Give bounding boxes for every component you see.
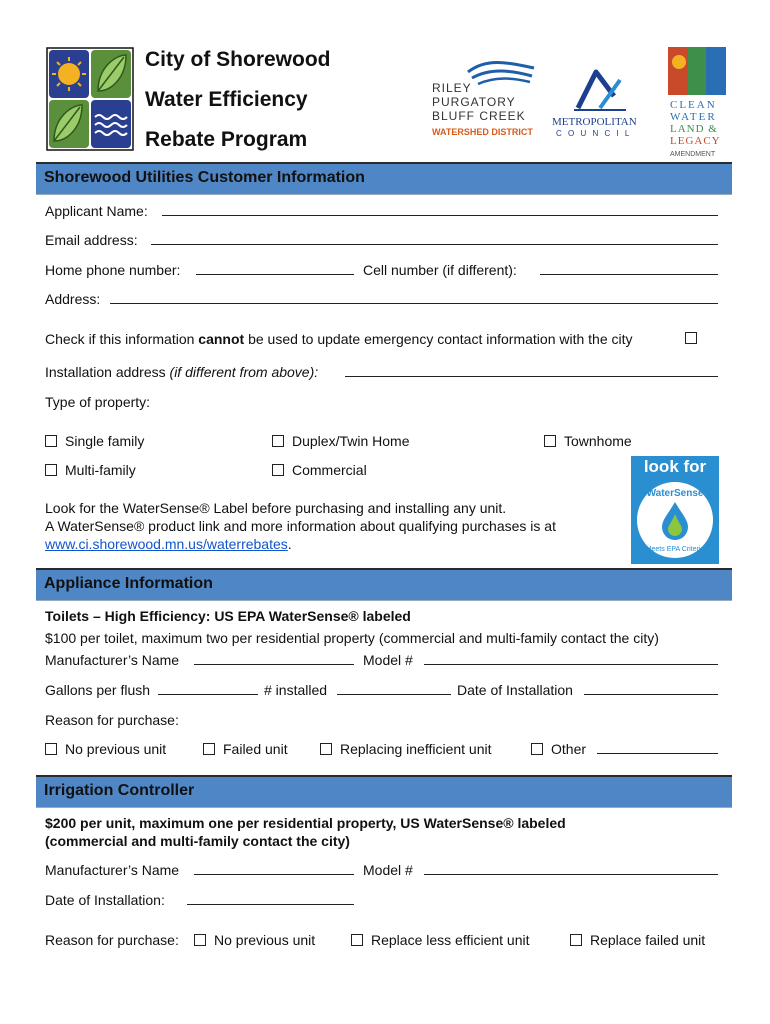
section-appliance-information [36,568,732,601]
installed-field[interactable] [337,694,451,695]
option-label: Multi-family [65,462,136,478]
metro-line-2: C O U N C I L [556,129,632,138]
badge-top: look for [643,457,707,476]
title-line-2: Water Efficiency [145,88,308,111]
option-label: Replace failed unit [590,932,706,948]
irrigation-reason-replace-less[interactable] [351,932,530,948]
badge-bottom: Meets EPA Criteria [645,546,705,553]
checkbox[interactable] [45,743,57,755]
irrigation-reason-replace-failed[interactable] [570,932,705,948]
riley-line-1: RILEY [432,81,472,95]
option-label: Failed unit [223,741,288,757]
option-label: Other [551,741,587,757]
email-field[interactable] [151,244,718,245]
toilet-date-label: Date of Installation [457,682,573,698]
check-text-post: be used to update emergency contact information with the city [244,331,633,347]
applicant-name-field[interactable] [162,215,718,216]
home-phone-field[interactable] [196,274,354,275]
checkbox[interactable] [203,743,215,755]
section-heading: Irrigation Controller [44,782,195,799]
checkbox[interactable] [272,464,284,476]
property-commercial[interactable] [272,462,367,478]
toilet-reason-failed[interactable] [203,741,288,757]
property-townhome[interactable] [544,433,632,449]
section-customer-information [36,162,732,195]
clean-line-4: LEGACY [670,135,721,147]
checkbox[interactable] [272,435,284,447]
badge-word: WaterSense [646,488,704,499]
checkbox[interactable] [351,934,363,946]
email-label: Email address: [45,232,138,248]
title-line-1: City of Shorewood [145,48,331,71]
gallons-label: Gallons per flush [45,682,151,698]
section-heading: Appliance Information [44,575,213,592]
property-multi-family[interactable] [45,462,136,478]
irrigation-manufacturer-label: Manufacturer’s Name [45,862,180,878]
property-type-label: Type of property: [45,394,151,410]
checkbox[interactable] [531,743,543,755]
option-label: No previous unit [214,932,316,948]
address-label: Address: [45,291,101,307]
toilets-title: Toilets – High Efficiency: US EPA WaterSense® labeled [45,608,411,624]
clean-line-3: LAND & [670,123,718,135]
applicant-name-label: Applicant Name: [45,203,148,219]
install-italic: (if different from above): [169,364,319,380]
riley-line-4: WATERSHED DISTRICT [432,127,533,137]
toilet-manufacturer-label: Manufacturer’s Name [45,652,180,668]
metro-line-1: METROPOLITAN [552,116,637,128]
clean-line-5: AMENDMENT [670,151,716,158]
toilet-reason-replacing[interactable] [320,741,492,757]
installation-address-label [45,364,318,380]
option-label: Single family [65,433,145,449]
toilet-reason-other[interactable] [531,741,586,757]
check-text-pre: Check if this information [45,331,199,347]
toilet-manufacturer-field[interactable] [194,664,354,665]
option-label: Replace less efficient unit [371,932,530,948]
section-heading: Shorewood Utilities Customer Information [44,169,365,186]
cell-label: Cell number (if different): [363,262,517,278]
toilets-description: $100 per toilet, maximum two per residential property (commercial and multi-family contact the city) [45,630,659,646]
watersense-note-2: A WaterSense® product link and more information about qualifying purchases is at [45,518,556,534]
irrigation-desc-2: (commercial and multi-family contact the city) [45,833,350,849]
checkbox[interactable] [194,934,206,946]
section-irrigation-controller [36,775,732,808]
checkbox[interactable] [544,435,556,447]
irrigation-reason-label: Reason for purchase: [45,932,179,948]
title-line-3: Rebate Program [145,128,308,151]
watersense-badge [631,456,719,564]
emergency-contact-text [45,331,633,347]
check-text-bold: cannot [198,331,245,347]
clean-water-logo [668,47,728,160]
irrigation-date-label: Date of Installation: [45,892,165,908]
checkbox[interactable] [45,464,57,476]
option-label: Townhome [564,433,632,449]
cell-field[interactable] [540,274,718,275]
option-label: Duplex/Twin Home [292,433,410,449]
watersense-link[interactable]: www.ci.shorewood.mn.us/waterrebates [45,536,288,552]
installation-address-field[interactable] [345,376,718,377]
riley-line-2: PURGATORY [432,95,516,109]
irrigation-model-field[interactable] [424,874,718,875]
clean-line-1: CLEAN [670,99,717,111]
irrigation-reason-no-previous[interactable] [194,932,315,948]
address-field[interactable] [110,303,718,304]
property-duplex[interactable] [272,433,410,449]
toilet-model-label: Model # [363,652,413,668]
link-period: . [287,536,292,552]
riley-purgatory-logo [430,60,545,140]
watersense-note-3 [45,536,292,552]
irrigation-date-field[interactable] [187,904,354,905]
water-drop-icon [660,500,690,540]
other-reason-field[interactable] [597,753,718,754]
installed-label: # installed [264,682,328,698]
checkbox[interactable] [570,934,582,946]
clean-line-2: WATER [670,111,717,123]
option-label: Commercial [292,462,367,478]
checkbox[interactable] [45,435,57,447]
watersense-note-1: Look for the WaterSense® Label before purchasing and installing any unit. [45,500,507,516]
irrigation-model-label: Model # [363,862,413,878]
toilet-model-field[interactable] [424,664,718,665]
emergency-contact-checkbox[interactable] [685,332,697,344]
irrigation-manufacturer-field[interactable] [194,874,354,875]
toilet-reason-label: Reason for purchase: [45,712,179,728]
checkbox[interactable] [320,743,332,755]
gallons-field[interactable] [158,694,258,695]
home-phone-label: Home phone number: [45,262,181,278]
option-label: Replacing inefficient unit [340,741,492,757]
metropolitan-council-logo [550,66,650,136]
irrigation-desc-1: $200 per unit, maximum one per residential property, US WaterSense® labeled [45,815,566,831]
install-label: Installation address [45,364,170,380]
property-single-family[interactable] [45,433,144,449]
riley-line-3: BLUFF CREEK [432,109,526,123]
toilet-reason-no-previous[interactable] [45,741,166,757]
option-label: No previous unit [65,741,167,757]
shorewood-logo [46,47,134,151]
toilet-date-field[interactable] [584,694,718,695]
